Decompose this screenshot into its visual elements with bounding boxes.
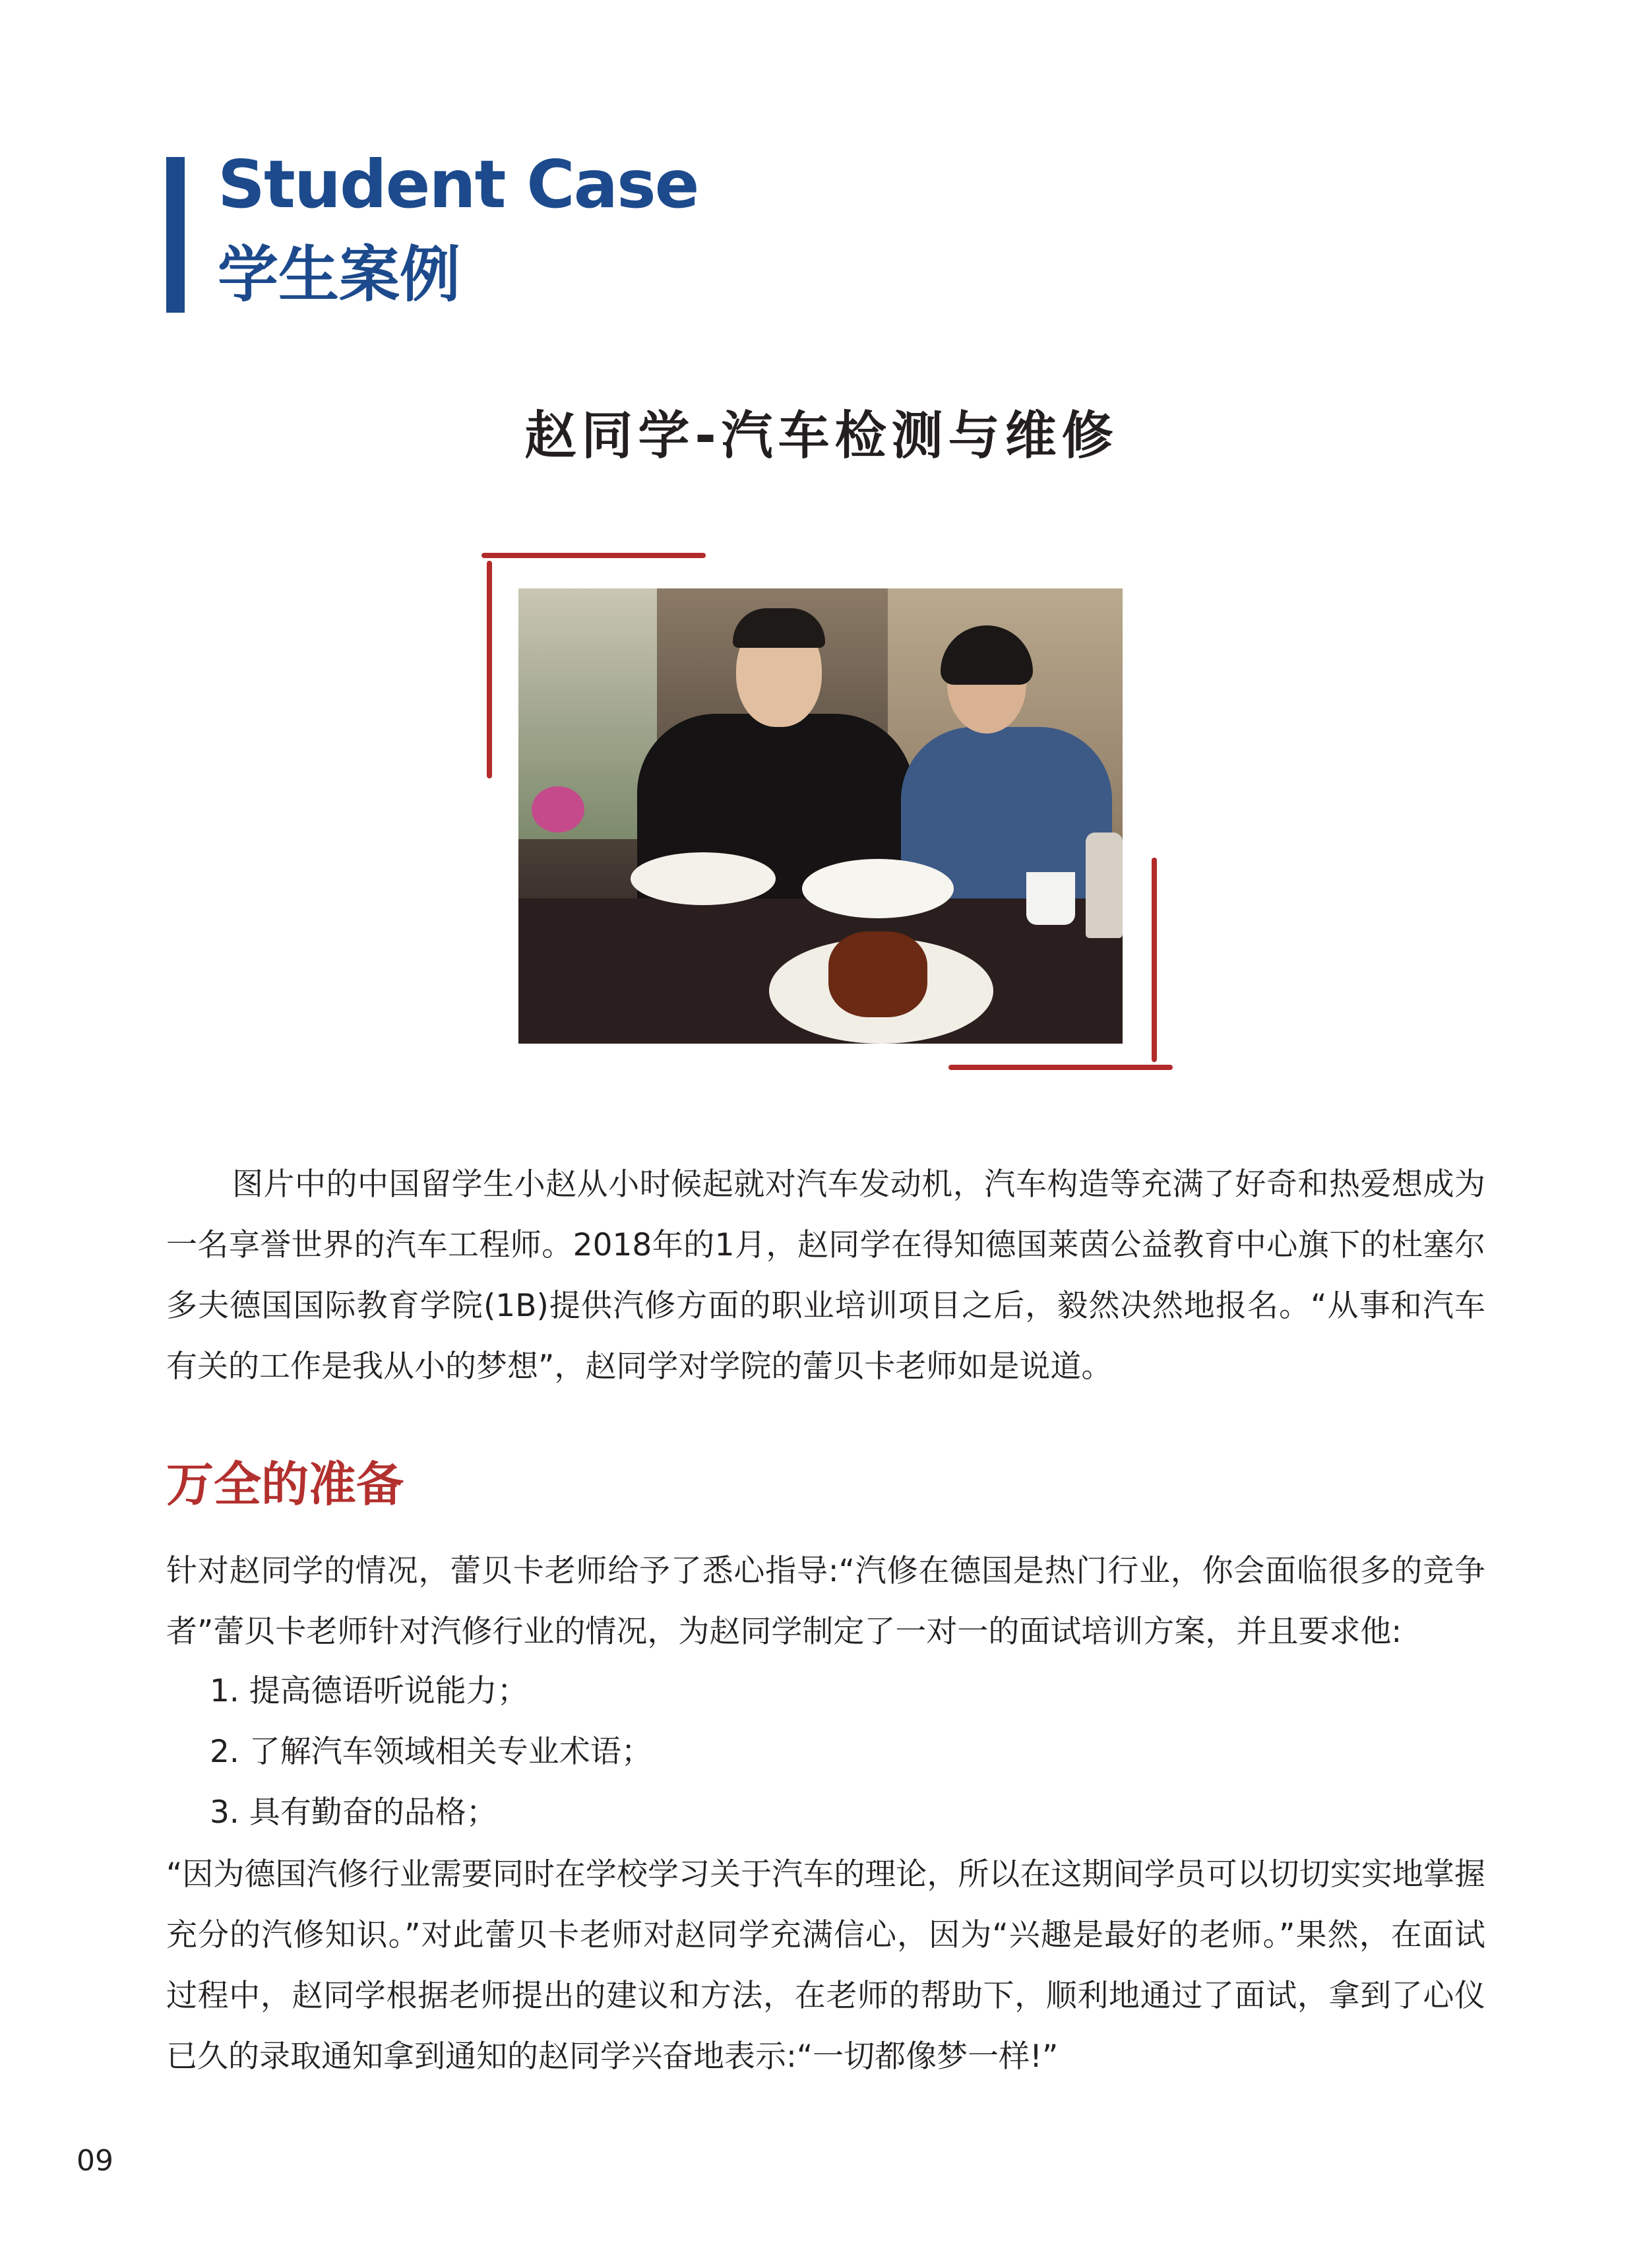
photo-plate [802, 859, 954, 918]
photo-man-hair [733, 608, 825, 648]
frame-corner-top-left [481, 553, 706, 558]
preparation-paragraph: 针对赵同学的情况，蕾贝卡老师给予了悉心指导:“汽修在德国是热门行业，你会面临很多的竞争者”蕾贝卡老师针对汽修行业的情况，为赵同学制定了一对一的面试培训方案，并且要求他: [166, 1553, 1485, 1650]
header-title-zh: 学生案例 [218, 239, 461, 310]
list-item: 1. 提高德语听说能力； [210, 1673, 528, 1709]
photo-plate [631, 852, 776, 905]
list-item: 3. 具有勤奋的品格； [210, 1794, 497, 1831]
intro-paragraph: 图片中的中国留学生小赵从小时候起就对汽车发动机，汽车构造等充满了好奇和热爱想成为一名享誉世界的汽车工程师。2018年的1月，赵同学在得知德国莱茵公益教育中心旗下的杜塞尔多夫德国国际教育学院(1B)提供汽修方面的职业培训项目之后，毅然决然地报名。“从事和汽车有关的工作是我从小的梦想”，赵同学对学院的蕾贝卡老师如是说道。 [166, 1166, 1485, 1385]
outcome-paragraph: “因为德国汽修行业需要同时在学校学习关于汽车的理论，所以在这期间学员可以切切实实地掌握充分的汽修知识。”对此蕾贝卡老师对赵同学充满信心，因为“兴趣是最好的老师。”果然，在面试过程中，赵同学根据老师提出的建议和方法，在老师的帮助下，顺利地通过了面试，拿到了心仪已久的录取通知拿到通知的赵同学兴奋地表示:“一切都像梦一样!” [166, 1856, 1485, 2075]
case-title: 赵同学-汽车检测与维修 [524, 406, 1119, 466]
page-number: 09 [77, 2144, 113, 2178]
student-photo-frame [481, 528, 1181, 1095]
photo-cup [1026, 872, 1075, 925]
photo-food [828, 931, 927, 1017]
section-heading: 万全的准备 [166, 1457, 404, 1512]
frame-corner-bottom-right [948, 1065, 1173, 1070]
photo-flowers [532, 786, 584, 833]
frame-corner-top-left-vertical [487, 561, 492, 778]
frame-corner-bottom-right-vertical [1152, 858, 1157, 1062]
list-item: 2. 了解汽车领域相关专业术语； [210, 1734, 652, 1770]
photo-ketchup-bottle [1086, 833, 1123, 938]
requirements-list [210, 1661, 652, 1843]
student-dinner-photo [518, 588, 1123, 1044]
header-accent-bar [166, 157, 185, 313]
header-title-en: Student Case [218, 146, 698, 223]
